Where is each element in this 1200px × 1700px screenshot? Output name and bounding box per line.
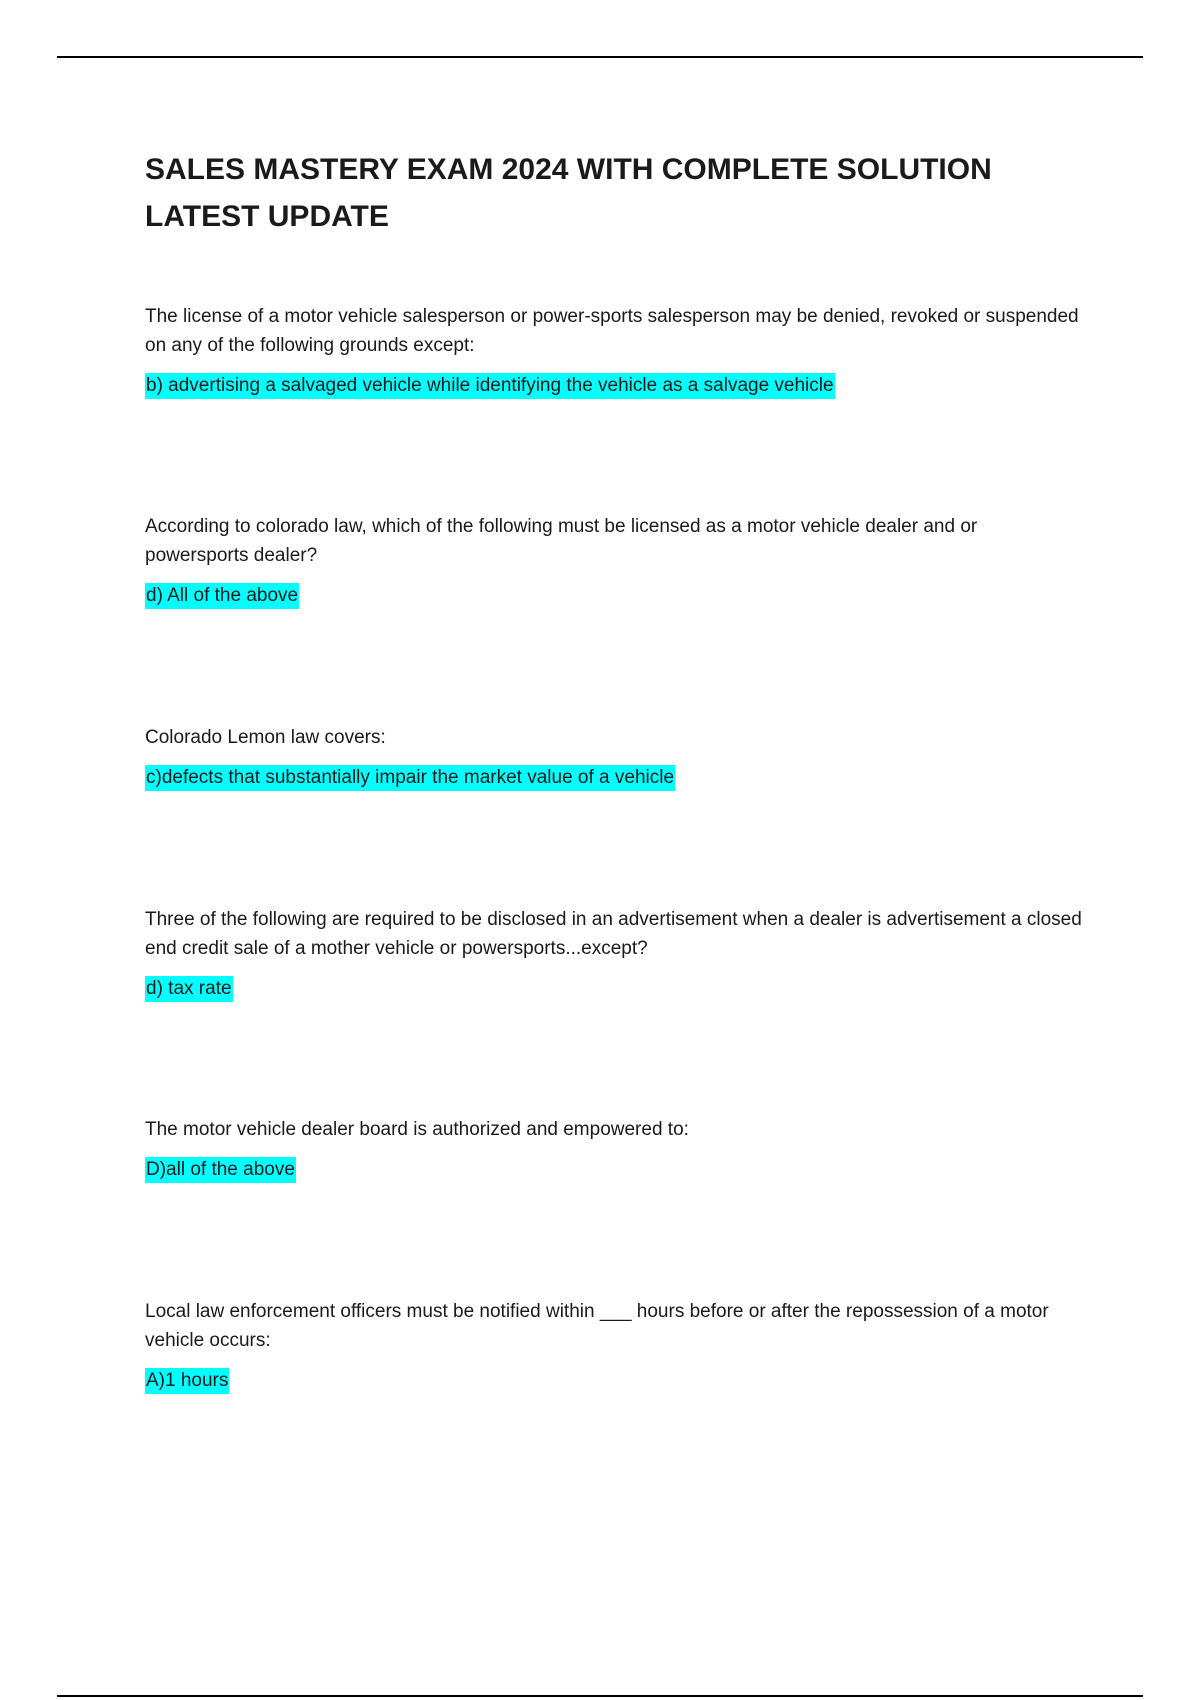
question-text: Three of the following are required to be disclosed in an advertisement when a dealer is advertisement a closed end credit sale of a mother vehicle or powersports...except? — [145, 909, 1082, 959]
question-block-3 — [145, 723, 1085, 791]
highlighted-answer: b) advertising a salvaged vehicle while identifying the vehicle as a salvage vehicle — [145, 373, 835, 399]
question-text: The license of a motor vehicle salesperson or power-sports salesperson may be denied, revoked or suspended on any of the following grounds except: — [145, 306, 1079, 356]
highlighted-answer: A)1 hours — [145, 1368, 229, 1394]
question-block-1 — [145, 302, 1085, 399]
question-text: According to colorado law, which of the following must be licensed as a motor vehicle dealer and or powersports dealer? — [145, 516, 978, 566]
header-rule — [57, 56, 1143, 58]
question-block-2 — [145, 512, 1085, 609]
question-text: Local law enforcement officers must be notified within ___ hours before or after the repossession of a motor vehicle occurs: — [145, 1301, 1049, 1351]
highlighted-answer: D)all of the above — [145, 1157, 296, 1183]
highlighted-answer: c)defects that substantially impair the market value of a vehicle — [145, 765, 675, 791]
question-block-4 — [145, 905, 1085, 1002]
highlighted-answer: d) tax rate — [145, 976, 233, 1002]
footer-rule — [57, 1695, 1143, 1697]
question-block-5 — [145, 1115, 1085, 1183]
question-block-6 — [145, 1297, 1085, 1394]
highlighted-answer: d) All of the above — [145, 583, 299, 609]
question-text: Colorado Lemon law covers: — [145, 727, 386, 748]
page-title: SALES MASTERY EXAM 2024 WITH COMPLETE SOLUTION LATEST UPDATE — [145, 153, 992, 233]
question-text: The motor vehicle dealer board is authorized and empowered to: — [145, 1119, 689, 1140]
